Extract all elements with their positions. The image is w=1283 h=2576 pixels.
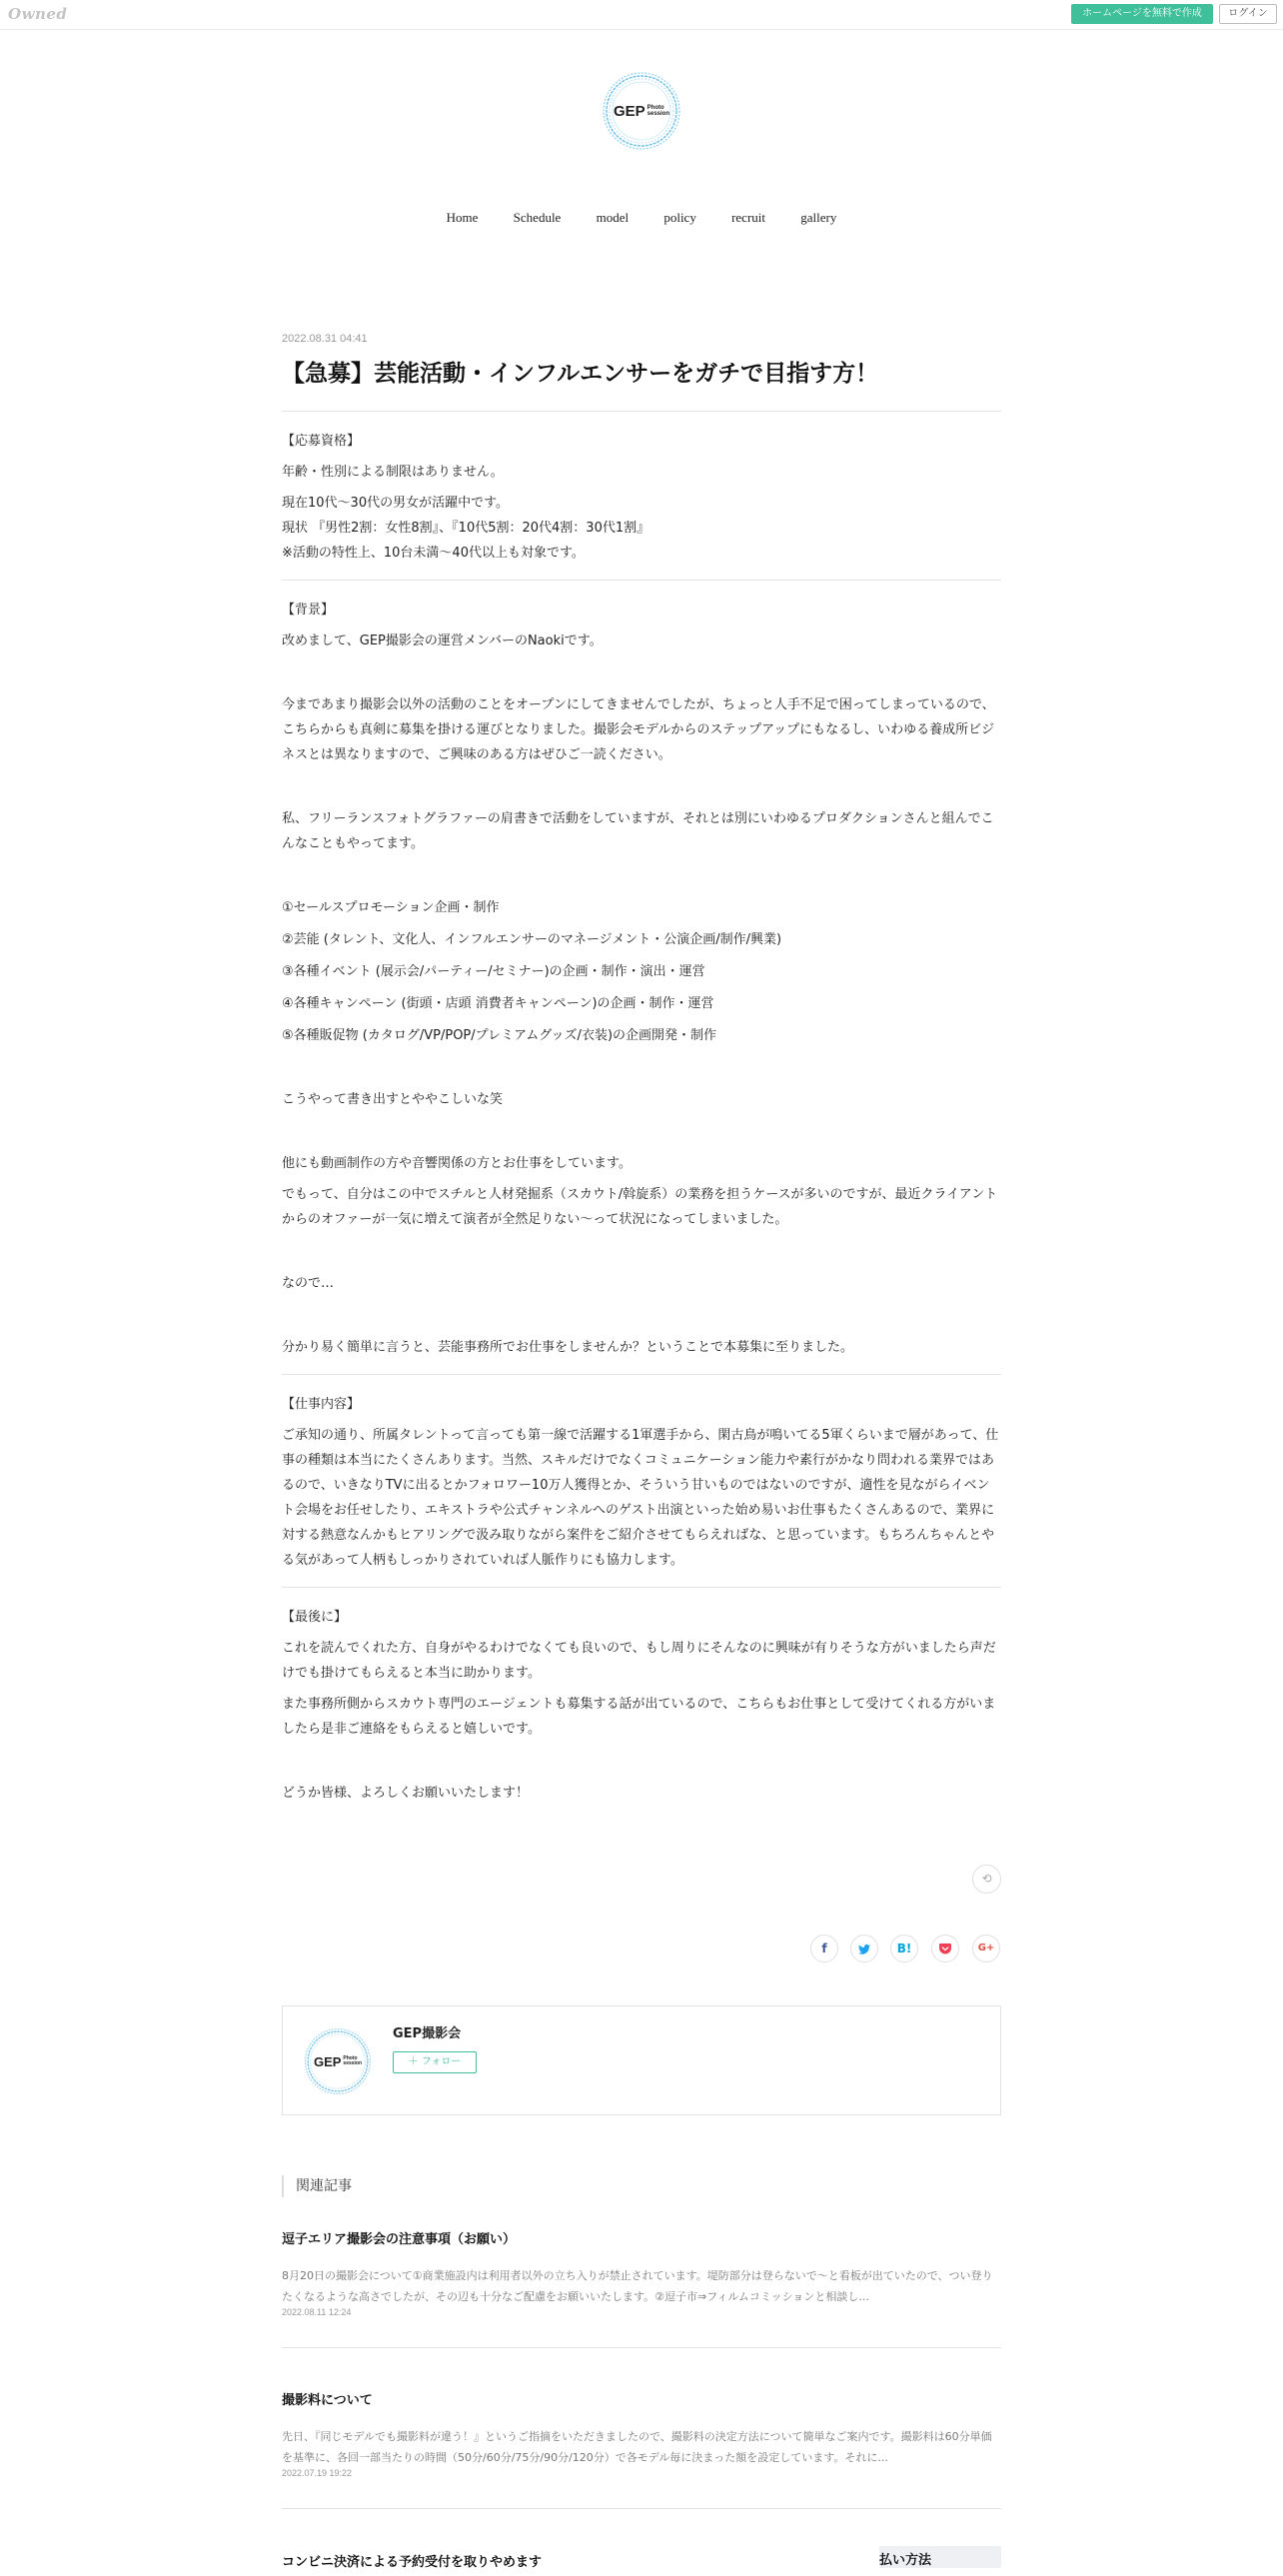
main-nav: [0, 210, 1283, 226]
related-article-excerpt: 先日、『同じモデルでも撮影料が違う！』というご指摘をいただきましたので、撮影料の決定方法について簡単なご案内です。撮影料は60分単価を基準に、各回一部当たりの時間（50分/60分/75分/90分/120分）で各モデル毎に決まった額を設定しています。それに...: [282, 2430, 992, 2464]
create-homepage-button[interactable]: ホームページを無料で作成: [1071, 4, 1213, 24]
avatar-sub-session: session: [343, 2060, 363, 2066]
job-text: ご承知の通り、所属タレントって言っても第一線で活躍する1軍選手から、閑古鳥が鳴いてる5軍くらいまで層があって、仕事の種類は本当にたくさんあります。当然、スキルだけでなくコミュニケーション能力や素行がかなり問われる業界ではあるので、いきなりTVに出るとかフォロワー10万人獲得とか、そういう甘いものではないのですが、適性を見ながらイベント会場をお任せしたり、エキストラや公式チャンネルへのゲスト出演といった始め易いお仕事もたくさんあるので、業界に対する熱意なんかもヒアリングで汲み取りながら案件をご紹介させてもらえればな、と思っています。もちろんちゃんとやる気があって人柄もしっかりされていれば人脈作りにも協力します。: [282, 1428, 999, 1568]
service-list-item: ⑤各種販促物 (カタログ/VP/POP/プレミアムグッズ/衣装)の企画開発・制作: [282, 1028, 717, 1043]
related-article-title[interactable]: 撮影料について: [282, 2393, 373, 2408]
share-buttons: [810, 1934, 1001, 1962]
background-paragraph: でもって、自分はこの中でスチルと人材発掘系（スカウト/斡旋系）の業務を担うケースが多いのですが、最近クライアントからのオファーが一気に増えて演者が全然足りない～って状況になってしまいました。: [282, 1187, 998, 1227]
nav-item-gallery[interactable]: gallery: [800, 210, 837, 225]
related-article-date: 2022.07.19 19:22: [282, 2468, 353, 2478]
closing-paragraph: これを読んでくれた方、自身がやるわけでなくても良いので、もし周りにそんなのに興味が有りそうな方がいましたら声だけでも掛けてもらえると本当に助かります。: [282, 1641, 996, 1681]
background-paragraph: こうやって書き出すとややこしいな笑: [282, 1092, 504, 1107]
divider: [282, 1374, 1001, 1375]
nav-item-recruit[interactable]: recruit: [731, 210, 765, 225]
related-article[interactable]: [282, 2389, 1001, 2509]
twitter-share-button[interactable]: [850, 1934, 878, 1962]
article: [282, 333, 1001, 1806]
background-paragraph: 私、フリーランスフォトグラファーの肩書きで活動をしていますが、それとは別にいわゆるプロダクションさんと組んでこんなこともやってます。: [282, 811, 994, 851]
divider: [282, 580, 1001, 581]
hatena-bookmark-icon: B!: [896, 1941, 912, 1955]
job-heading: 【仕事内容】: [282, 1397, 361, 1412]
related-article[interactable]: [282, 2228, 1001, 2348]
service-list-item: ④各種キャンペーン (街頭・店頭 消費者キャンペーン)の企画・制作・運営: [282, 996, 714, 1011]
logo-sub-session: session: [646, 111, 670, 117]
logo-text: GEP: [613, 102, 645, 120]
nav-item-schedule[interactable]: Schedule: [513, 210, 562, 225]
related-article-title[interactable]: コンビニ決済による予約受付を取りやめます: [282, 2555, 543, 2570]
background-paragraph: 他にも動画制作の方や音響関係の方とお仕事をしています。: [282, 1156, 632, 1171]
pocket-share-button[interactable]: [931, 1934, 959, 1962]
article-body: [282, 429, 1001, 1806]
background-heading: 【背景】: [282, 603, 335, 618]
eligibility-line: ※活動の特性上、10台未満～40代以上も対象です。: [282, 546, 585, 561]
google-plus-icon: G+: [977, 1942, 995, 1953]
closing-heading: 【最後に】: [282, 1610, 348, 1625]
related-heading: 関連記事: [282, 2175, 352, 2197]
site-logo[interactable]: [601, 70, 682, 152]
related-article-date: 2022.08.11 12:24: [282, 2307, 352, 2317]
follow-button[interactable]: ＋ フォロー: [393, 2051, 477, 2073]
author-name[interactable]: GEP撮影会: [393, 2026, 462, 2041]
avatar-text: GEP: [313, 2053, 342, 2069]
nav-item-home[interactable]: Home: [446, 210, 479, 225]
avatar-sub-photo: Photo: [343, 2055, 358, 2061]
background-paragraph: なので…: [282, 1276, 335, 1291]
google-plus-share-button[interactable]: [972, 1934, 1000, 1962]
login-button[interactable]: ログイン: [1219, 4, 1277, 24]
facebook-icon: f: [821, 1941, 827, 1955]
facebook-share-button[interactable]: [810, 1934, 838, 1962]
brand-logo[interactable]: Owned: [8, 5, 68, 23]
article-title: 【急募】芸能活動・インフルエンサーをガチで目指す方！: [282, 361, 879, 387]
service-list-item: ③各種イベント (展示会/パーティー/セミナー)の企画・制作・演出・運営: [282, 964, 705, 979]
author-card: [282, 2005, 1001, 2115]
top-bar: [0, 0, 1283, 30]
background-paragraph: 今まであまり撮影会以外の活動のことをオープンにしてきませんでしたが、ちょっと人手不足で困ってしまっているので、こちらからも真剣に募集を掛ける運びとなりました。撮影会モデルからのステップアップにもなるし、いわゆる養成所ビジネスとは異なりますので、ご興味のある方はぜひご一読ください。: [282, 697, 995, 762]
divider: [282, 1587, 1001, 1588]
closing-paragraph: また事務所側からスカウト専門のエージェントも募集する話が出ているので、こちらもお仕事として受けてくれる方がいましたら是非ご連絡をもらえると嬉しいです。: [282, 1697, 996, 1737]
eligibility-line: 現在10代～30代の男女が活躍中です。: [282, 496, 510, 511]
divider: [282, 2347, 1001, 2348]
service-list-item: ②芸能 (タレント、文化人、インフルエンサーのマネージメント・公演企画/制作/興業): [282, 932, 782, 947]
article-date: 2022.08.31 04:41: [282, 333, 368, 345]
eligibility-line: 現状 『男性2割：女性8割』、『10代5割：20代4割：30代1割』: [282, 521, 650, 536]
eligibility-heading: 【応募資格】: [282, 434, 361, 449]
twitter-icon: [858, 1941, 870, 1955]
repeat-icon: ⟲: [981, 1872, 992, 1886]
hatena-share-button[interactable]: [890, 1934, 918, 1962]
related-article-tag: 払い方法: [879, 2546, 1001, 2568]
nav-item-model[interactable]: model: [596, 210, 630, 225]
eligibility-line: 年齢・性別による制限はありません。: [282, 465, 504, 480]
pocket-icon: [939, 1941, 951, 1955]
background-intro: 改めまして、GEP撮影会の運営メンバーのNaokiです。: [282, 634, 603, 648]
author-avatar[interactable]: [303, 2026, 373, 2096]
related-article-excerpt: 8月20日の撮影会について①商業施設内は利用者以外の立ち入りが禁止されています。堤防部分は登らないで～と看板が出ていたので、つい登りたくなるような高さでしたが、その辺も十分なご配慮をお願いいたします。②逗子市⇒フィルムコミッションと相談し...: [282, 2269, 993, 2303]
divider: [282, 2508, 1001, 2509]
background-paragraph: 分かり易く簡単に言うと、芸能事務所でお仕事をしませんか？ということで本募集に至りました。: [282, 1340, 854, 1355]
service-list-item: ①セールスプロモーション企画・制作: [282, 900, 500, 915]
logo-subtext: [647, 105, 669, 117]
nav-item-policy[interactable]: policy: [663, 210, 696, 225]
closing-paragraph: どうか皆様、よろしくお願いいたします！: [282, 1786, 530, 1801]
divider: [282, 411, 1001, 412]
logo-sub-photo: Photo: [646, 105, 664, 111]
reblog-button[interactable]: [972, 1865, 1001, 1894]
related-article-title[interactable]: 逗子エリア撮影会の注意事項（お願い）: [282, 2232, 517, 2247]
